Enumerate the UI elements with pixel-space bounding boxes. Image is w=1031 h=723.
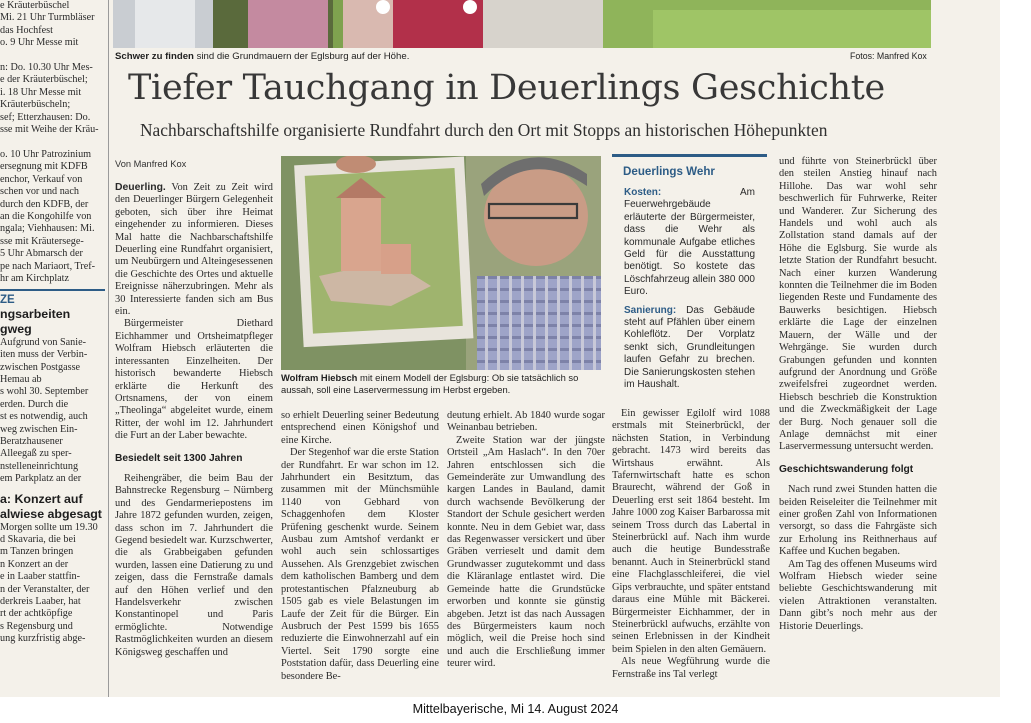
castle-ruins-photo: [113, 0, 931, 48]
paragraph: deutung erhielt. Ab 1840 wurde sogar Weinanbau betrieben.: [447, 410, 605, 434]
paragraph: und führte von Steinerbrückl über den steilen Anstieg hinauf nach Hillohe. Das war wohl sehr beschwerlich für Fuhrwerke, Reiter und Wanderer. Zur Sicherung des Handels und wohl auch als Zollstation stand damals auf der Höhe die Eglsburg. Sie wurde als letzte Station der Rundfahrt besucht. Nach einer kurzen Wanderung konnten die Teilnehmer die im Boden liegenden Reste und Fundamente des Bauwerks besichtigen. Hiebsch erklärte die Lage der einzelnen Mauern, der Wälle und der Wehrgänge. Sie wurden durch Grabungen gefunden und konnten aufgrund der Anordnung und Größe zweifelsfrei zugeordnet werden. Hiebsch beschrieb die Konstruktion und die Zweckmäßigkeit der Lage der Burg. Noch genauer soll die Anlage demnächst mit einer Laservermessung untersucht werden.: [779, 156, 937, 453]
text-line: Mi. 21 Uhr Turmbläser: [0, 12, 95, 24]
text-line: n: Do. 10.30 Uhr Mes-: [0, 62, 93, 74]
text-line: e der Kräuterbüschel;: [0, 74, 88, 86]
article-column-5: [779, 156, 937, 633]
text-line: ngsarbeiten: [0, 306, 71, 321]
paragraph: Nach rund zwei Stunden hatten die beiden Reiseleiter die Teilnehmer mit einer großen Zahl von Informationen versorgt, so dass die Fahrgäste sich zur Erholung ins Reithnerhaus auf Kaffee und Kuchen begaben.: [779, 484, 937, 558]
paragraph: Ein gewisser Egilolf wird 1088 erstmals mit Steinerbrückl, der nächsten Station, in Verbindung gebracht. 1473 wird bereits das Wirtshaus erwähnt. Als Tafernwirtschaft hatte es schon Braurecht, während der Goß in Deuerling erst seit 1864 besteht. Im Jahre 1000 zog Kaiser Barbarossa mit seinem Tross durch das Labertal in Steinerbrückl auf. Nach ihm wurde auch die heutige Bundesstraße benannt. Auch in Steinerbrückl stand eine Flachglasschleiferei, die viel Gips verbrauchte, und später entstand daraus eine Mühle mit Bäckerei. Bürgermeister Eichhammer, der in Steinerbrückl aufwuchs, erzählte von seinen Erlebnissen in der Kindheit beim Spielen in den alten Gemäuern.: [612, 408, 770, 655]
neighbour-column: [0, 0, 105, 697]
text-line: 5 Uhr Abmarsch der: [0, 248, 83, 260]
paragraph: Deuerling. Von Zeit zu Zeit wird den Deuerlinger Bürgern Gelegenheit geboten, sich über ihre Heimat eingehender zu informieren. Dieses Mal hatte die Nachbarschaftshilfe Deuerling eine Rundfahrt organisiert, um Neubürgern und Alteingesessenen die Geschichte des Ortes und aktuelle Ereignisse näherzubringen. Mehr als 30 Interessierte fanden sich am Bus ein.: [115, 182, 273, 318]
text-line: zwischen Postgasse: [0, 361, 81, 373]
text-line: ersegnung mit KDFB: [0, 161, 88, 173]
subheadline: Nachbarschaftshilfe organisierte Rundfahrt durch den Ort mit Stopps an historischen Höhepunkten: [140, 120, 828, 140]
text-line: s wohl 30. September: [0, 386, 89, 398]
paragraph: Reihengräber, die beim Bau der Bahnstrecke Regensburg – Nürnberg und des Gendarmeriepostens im Jahre 1872 gefunden wurden, zeigen, dass schon im 7. Jahrhundert die Gegend besiedelt war. Kurzschwerter, die als Grabbeigaben gefunden wurden, lassen eine Datierung zu und zeigen, dass die Fernstraße damals auf den Höhen verlief und den Handelsverkehr zwischen Konstantinopel und Paris ermöglichte. Notwendige Rastmöglichkeiten wurden an diesem Königsweg geschaffen und: [115, 472, 273, 658]
text-line: sse mit Weihe der Kräu-: [0, 124, 99, 136]
photo-credit: Fotos: Manfred Kox: [850, 51, 927, 61]
text-line: rt der achtköpfige: [0, 608, 73, 620]
text-line: n Konzert an der: [0, 558, 69, 570]
text-line: Kräuterbüscheln;: [0, 99, 71, 111]
neighbour-heading-concert: [0, 492, 105, 522]
paragraph: so erhielt Deuerling seiner Bedeutung entsprechend einen Königshof und eine Kirche.: [281, 410, 439, 446]
subheading: Besiedelt seit 1300 Jahren: [115, 452, 243, 464]
text-line: i. 18 Uhr Messe mit: [0, 86, 82, 98]
model-photo: [281, 156, 601, 370]
dateline: Deuerling.: [115, 182, 166, 193]
text-line: hr am Kirchplatz: [0, 272, 70, 284]
text-line: alwiese abgesagt: [0, 506, 102, 521]
article-column-3: [447, 410, 605, 671]
paragraph: Am Tag des offenen Museums wird Wolfram Hiebsch wieder seine beliebte Geschichtswanderung mit vielen Attraktionen veranstalten. Dann gibt’s noch mehr aus der Historie Deuerlings.: [779, 558, 937, 632]
photo-image: [113, 0, 931, 48]
infobox-title: Deuerlings Wehr: [612, 154, 767, 184]
text-line: Beratzhausener: [0, 436, 63, 447]
text-line: derkreis Laaber, hat: [0, 596, 81, 608]
infobox-paragraph: Sanierung: Das Gebäude steht auf Pfählen über einem Kohleflötz. Der Vorplatz senkt sich, Grundleitungen laufen Gefahr zu brechen. Die Sanierungskosten stehen im Haushalt.: [624, 304, 755, 391]
article-column-2: [281, 410, 439, 683]
text-line: [0, 50, 105, 62]
fire-brigade-infobox: [612, 154, 767, 391]
text-line: d Skavaria, die bei: [0, 534, 76, 546]
byline: Von Manfred Kox: [115, 159, 187, 169]
concert-text: [0, 522, 105, 646]
column-divider: [108, 0, 109, 697]
model-photo-caption: Wolfram Hiebsch mit einem Modell der Eglsburg: Ob sie tatsächlich so aussah, soll eine Laservermessung im Herbst ergeben.: [281, 372, 579, 395]
paragraph: Als neue Wegführung wurde die Fernstraße ins Tal verlegt: [612, 656, 770, 680]
neighbour-heading-roadworks: [0, 307, 105, 337]
infobox-paragraph: Kosten: Am Feuerwehrgebäude erläuterte der Bürgermeister, dass die Wehr als kommunale Aufgabe etliches Geld für die Ausstattung benötigt. So kostete das Löschfahrzeug allein 380 000 Euro.: [624, 187, 755, 298]
article-column-4: [612, 408, 770, 681]
text-line: n der Veranstalter, der: [0, 583, 90, 595]
text-line: Hemau ab: [0, 373, 42, 385]
text-line: e Kräuterbüschel: [0, 0, 70, 11]
text-line: nstelleneinrichtung: [0, 460, 79, 472]
text-line: iten muss der Verbin-: [0, 349, 88, 361]
text-line: durch den KDFB, der: [0, 198, 89, 210]
paragraph: Bürgermeister Diethard Eichhammer und Ortsheimatpfleger Wolfram Hiebsch erläuterten die interessanten Einzelheiten. Der historisch bewanderte Hiebsch erklärte die Herkunft des Ortsnamens, der von einem „Theolinga“ abgeleitet wurde, einem Ritter, der wohl im 12. Jahrhundert die Furt an der Laber bewachte.: [115, 318, 273, 442]
text-line: e in Laaber stattfin-: [0, 571, 81, 583]
text-line: schen vor und nach: [0, 186, 79, 198]
text-line: o. 10 Uhr Patrozinium: [0, 148, 92, 160]
text-line: erden. Durch die: [0, 398, 69, 410]
roadworks-text: [0, 337, 105, 486]
text-line: sef; Etterzhausen: Do.: [0, 111, 91, 123]
text-line: weg zwischen Ein-: [0, 423, 78, 435]
infobox-body: [612, 184, 767, 392]
event-listing: [0, 0, 105, 285]
text-line: a: Konzert auf: [0, 491, 83, 506]
text-line: Alleegaß zu sper-: [0, 448, 72, 460]
text-line: an die Kongohilfe von: [0, 210, 92, 222]
paragraph: Der Stegenhof war die erste Station der Rundfahrt. Er war schon im 12. Jahrhundert ein Besitztum, das zusammen mit der Münchsmühle 1140 von Gebhard von Schaggenhofen dem Kloster Prüfening geschenkt wurde. Seinem Ausbau zum Amtshof verdankt er wohl auch sein schlossartiges Aussehen. Als Grenzgebiet zwischen dem katholischen Bamberg und dem protestantischen Pfalzneuburg ab 1505 gab es viele Belastungen im Laufe der Zeit für die Bürger. Ein Ausbruch der Pest 1599 bis 1655 reduzierte die Einwohnerzahl auf ein Viertel. Seit 1790 sorgte eine Poststation dafür, dass Deuerling eine besondere Be-: [281, 447, 439, 682]
section-label: ZE: [0, 289, 105, 306]
text-line: das Hochfest: [0, 24, 53, 36]
text-line: [0, 136, 105, 148]
text-line: gweg: [0, 321, 32, 336]
text-line: s Regensburg und: [0, 620, 73, 632]
text-line: ngala; Viehhausen: Mi.: [0, 223, 95, 235]
text-line: em Parkplatz an der: [0, 473, 82, 485]
top-photo-caption: Schwer zu finden sind die Grundmauern der Eglsburg auf der Höhe.: [115, 51, 410, 62]
text-line: m Tanzen bringen: [0, 546, 74, 558]
text-line: Aufgrund von Sanie-: [0, 336, 87, 348]
text-line: st es notwendig, auch: [0, 411, 88, 423]
text-line: sse mit Kräutersege-: [0, 235, 84, 247]
source-footer: Mittelbayerische, Mi 14. August 2024: [412, 702, 619, 716]
paragraph: Zweite Station war der jüngste Ortsteil „Am Haslach“. In den 70er Jahren entschlossen sich die Gemeinderäte zur Umwandlung des kargen Landes in Bauland, damit durch wachsende Bevölkerung der Standort der Schule gesichert werden konnte. Neu in dem Gebiet war, dass das Regenwasser versickert und über Gräben verrieselt und damit dem Grundwasser zugutekommt und dass die Kläranlage entlastet wird. Die Gemeinde hatte die Grundstücke erworben und konnte sie günstig abgeben. Jetzt ist das nach Aussagen des Bürgermeisters kaum noch möglich, weil die Preise hoch sind und auch die Erschließung immer teurer wird.: [447, 434, 605, 670]
text-line: pe nach Mariaort, Tref-: [0, 260, 96, 272]
article-column-1: [115, 182, 273, 659]
subheading: Geschichtswanderung folgt: [779, 463, 914, 475]
headline: Tiefer Tauchgang in Deuerlings Geschichte: [128, 68, 885, 108]
text-line: o. 9 Uhr Messe mit: [0, 37, 79, 49]
photo-image: [281, 156, 601, 370]
text-line: Morgen sollte um 19.30: [0, 521, 98, 533]
text-line: enchor, Verkauf von: [0, 173, 83, 185]
text-line: ung kurzfristig abge-: [0, 633, 86, 645]
